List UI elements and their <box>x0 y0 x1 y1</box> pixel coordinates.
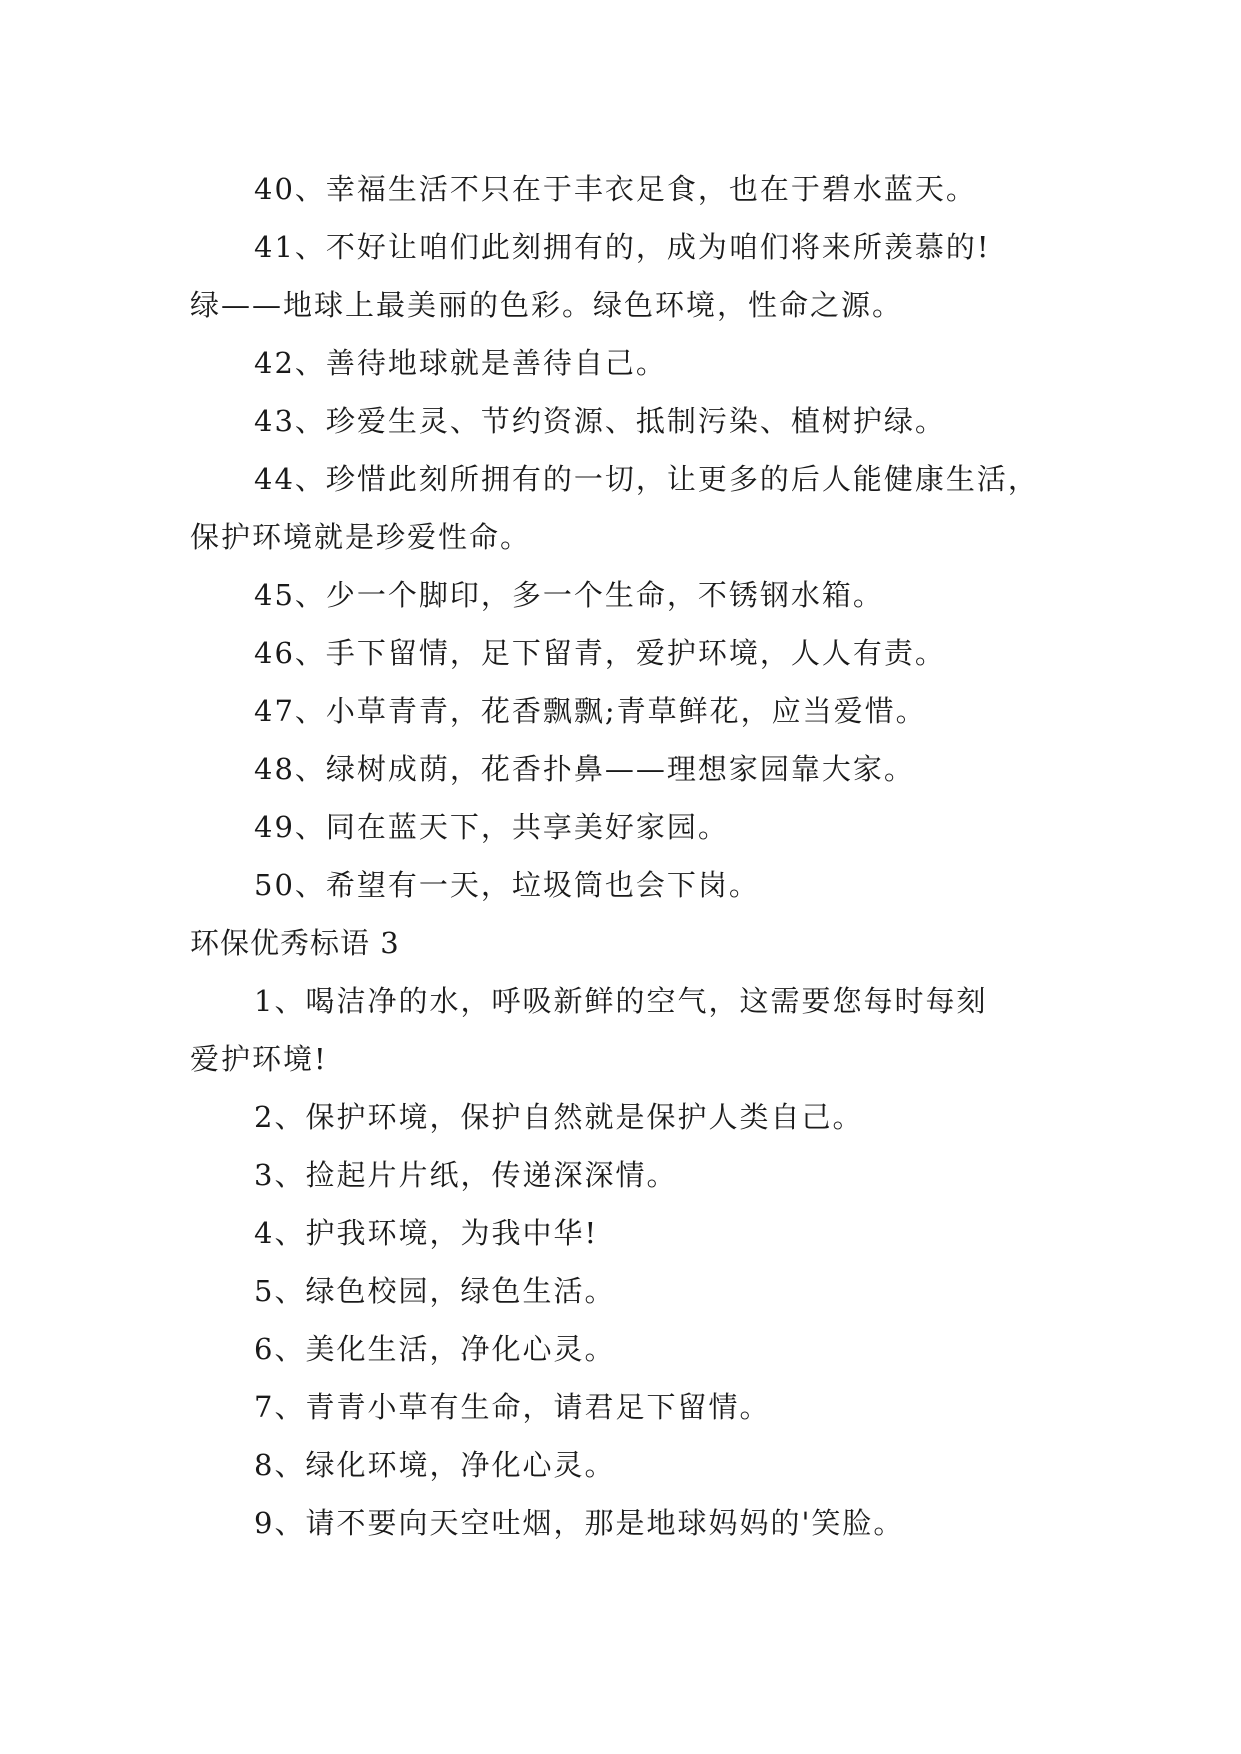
slogan-line-1: 1、喝洁净的水，呼吸新鲜的空气，这需要您每时每刻 <box>254 984 988 1018</box>
slogan-line-45: 45、少一个脚印，多一个生命，不锈钢水箱。 <box>254 578 884 612</box>
document-body <box>190 160 1060 1552</box>
slogan-line-5: 5、绿色校园，绿色生活。 <box>254 1274 616 1308</box>
slogan-line-9: 9、请不要向天空吐烟，那是地球妈妈的'笑脸。 <box>254 1506 905 1540</box>
slogan-line-48: 48、绿树成荫，花香扑鼻——理想家园靠大家。 <box>254 752 915 786</box>
section-heading: 环保优秀标语 3 <box>190 926 400 960</box>
slogan-line-4: 4、护我环境，为我中华! <box>254 1216 599 1250</box>
slogan-line-6: 6、美化生活，净化心灵。 <box>254 1332 616 1366</box>
slogan-line-46: 46、手下留情，足下留青，爱护环境，人人有责。 <box>254 636 946 670</box>
slogan-line-43: 43、珍爱生灵、节约资源、抵制污染、植树护绿。 <box>254 404 946 438</box>
slogan-line-7: 7、青青小草有生命，请君足下留情。 <box>254 1390 771 1424</box>
slogan-line-50: 50、希望有一天，垃圾筒也会下岗。 <box>254 868 760 902</box>
slogan-line-1-continued: 爱护环境! <box>190 1042 328 1076</box>
slogan-line-44: 44、珍惜此刻所拥有的一切，让更多的后人能健康生活， <box>254 462 1039 496</box>
slogan-line-49: 49、同在蓝天下，共享美好家园。 <box>254 810 729 844</box>
slogan-line-41-continued: 绿——地球上最美丽的色彩。绿色环境，性命之源。 <box>190 288 904 322</box>
slogan-line-40: 40、幸福生活不只在于丰衣足食，也在于碧水蓝天。 <box>254 172 977 206</box>
slogan-line-42: 42、善待地球就是善待自己。 <box>254 346 667 380</box>
slogan-line-41: 41、不好让咱们此刻拥有的，成为咱们将来所羡慕的! <box>254 230 991 264</box>
slogan-line-2: 2、保护环境，保护自然就是保护人类自己。 <box>254 1100 864 1134</box>
slogan-line-8: 8、绿化环境，净化心灵。 <box>254 1448 616 1482</box>
slogan-line-44-continued: 保护环境就是珍爱性命。 <box>190 520 532 554</box>
slogan-line-3: 3、捡起片片纸，传递深深情。 <box>254 1158 678 1192</box>
slogan-line-47: 47、小草青青，花香飘飘;青草鲜花，应当爱惜。 <box>254 694 927 728</box>
